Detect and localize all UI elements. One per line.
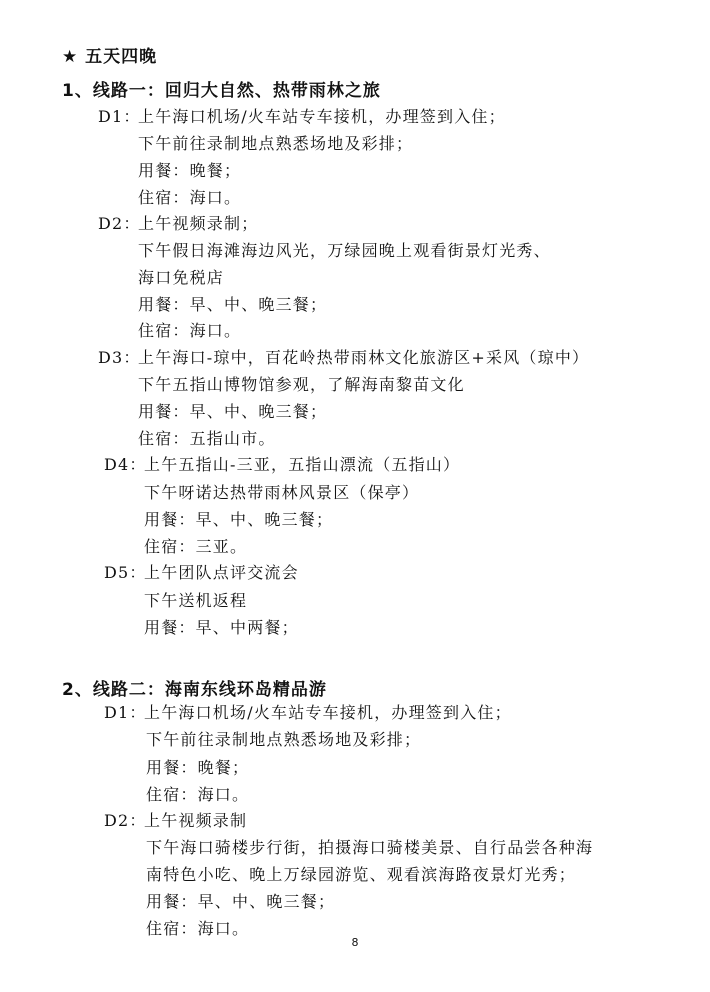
route-1-day-3: [98, 345, 589, 368]
itinerary-line: 住宿：海口。: [138, 321, 242, 340]
itinerary-line: 用餐：晚餐；: [138, 161, 242, 180]
itinerary-line: 海口免税店: [138, 268, 225, 287]
itinerary-line: 下午送机返程: [144, 591, 248, 610]
itinerary-line: 上午视频录制；: [138, 214, 259, 233]
route-2-day-2: [104, 808, 247, 831]
day-label: D5：: [104, 563, 147, 582]
day-label: D2：: [98, 214, 141, 233]
itinerary-line: 住宿：三亚。: [144, 537, 248, 556]
itinerary-line: 上午五指山-三亚，五指山漂流（五指山）: [144, 455, 461, 474]
itinerary-line: 上午视频录制: [144, 811, 248, 830]
route-1-day-4: [104, 452, 460, 475]
itinerary-line: 上午海口-琼中，百花岭热带雨林文化旅游区+采风（琼中）: [138, 348, 590, 367]
day-label: D2：: [104, 811, 147, 830]
itinerary-line: 住宿：海口。: [138, 188, 242, 207]
itinerary-line: 上午团队点评交流会: [144, 563, 299, 582]
itinerary-line: 上午海口机场/火车站专车接机，办理签到入住；: [138, 107, 506, 126]
route-1-title: 1、线路一：回归大自然、热带雨林之旅: [62, 81, 381, 101]
day-label: D1：: [104, 703, 147, 722]
itinerary-line: 下午前往录制地点熟悉场地及彩排；: [138, 134, 414, 153]
itinerary-line: 下午假日海滩海边风光，万绿园晚上观看街景灯光秀、: [138, 241, 551, 260]
itinerary-line: 住宿：海口。: [146, 919, 250, 938]
itinerary-line: 上午海口机场/火车站专车接机，办理签到入住；: [144, 703, 512, 722]
day-label: D1：: [98, 107, 141, 126]
itinerary-line: 用餐：早、中、晚三餐；: [144, 510, 334, 529]
route-2-day-1: [104, 700, 512, 723]
day-label: D4：: [104, 455, 147, 474]
itinerary-line: 住宿：五指山市。: [138, 429, 276, 448]
itinerary-line: 下午呀诺达热带雨林风景区（保亭）: [144, 483, 420, 502]
itinerary-line: 下午前往录制地点熟悉场地及彩排；: [146, 730, 422, 749]
route-1-day-2: [98, 211, 258, 234]
itinerary-line: 南特色小吃、晚上万绿园游览、观看滨海路夜景灯光秀；: [146, 865, 577, 884]
itinerary-line: 用餐：晚餐；: [146, 758, 250, 777]
itinerary-line: 下午五指山博物馆参观，了解海南黎苗文化: [138, 375, 465, 394]
route-2-title: 2、线路二：海南东线环岛精品游: [62, 680, 327, 700]
page-number: 8: [351, 936, 359, 949]
itinerary-line: 下午海口骑楼步行街，拍摄海口骑楼美景、自行品尝各种海: [146, 838, 594, 857]
section-heading: ★ 五天四晚: [62, 47, 158, 67]
itinerary-line: 用餐：早、中两餐；: [144, 618, 299, 637]
itinerary-line: 住宿：海口。: [146, 785, 250, 804]
itinerary-line: 用餐：早、中、晚三餐；: [138, 295, 328, 314]
itinerary-line: 用餐：早、中、晚三餐；: [138, 402, 328, 421]
route-1-day-5: [104, 560, 299, 583]
day-label: D3：: [98, 348, 141, 367]
route-1-day-1: [98, 104, 506, 127]
itinerary-line: 用餐：早、中、晚三餐；: [146, 892, 336, 911]
